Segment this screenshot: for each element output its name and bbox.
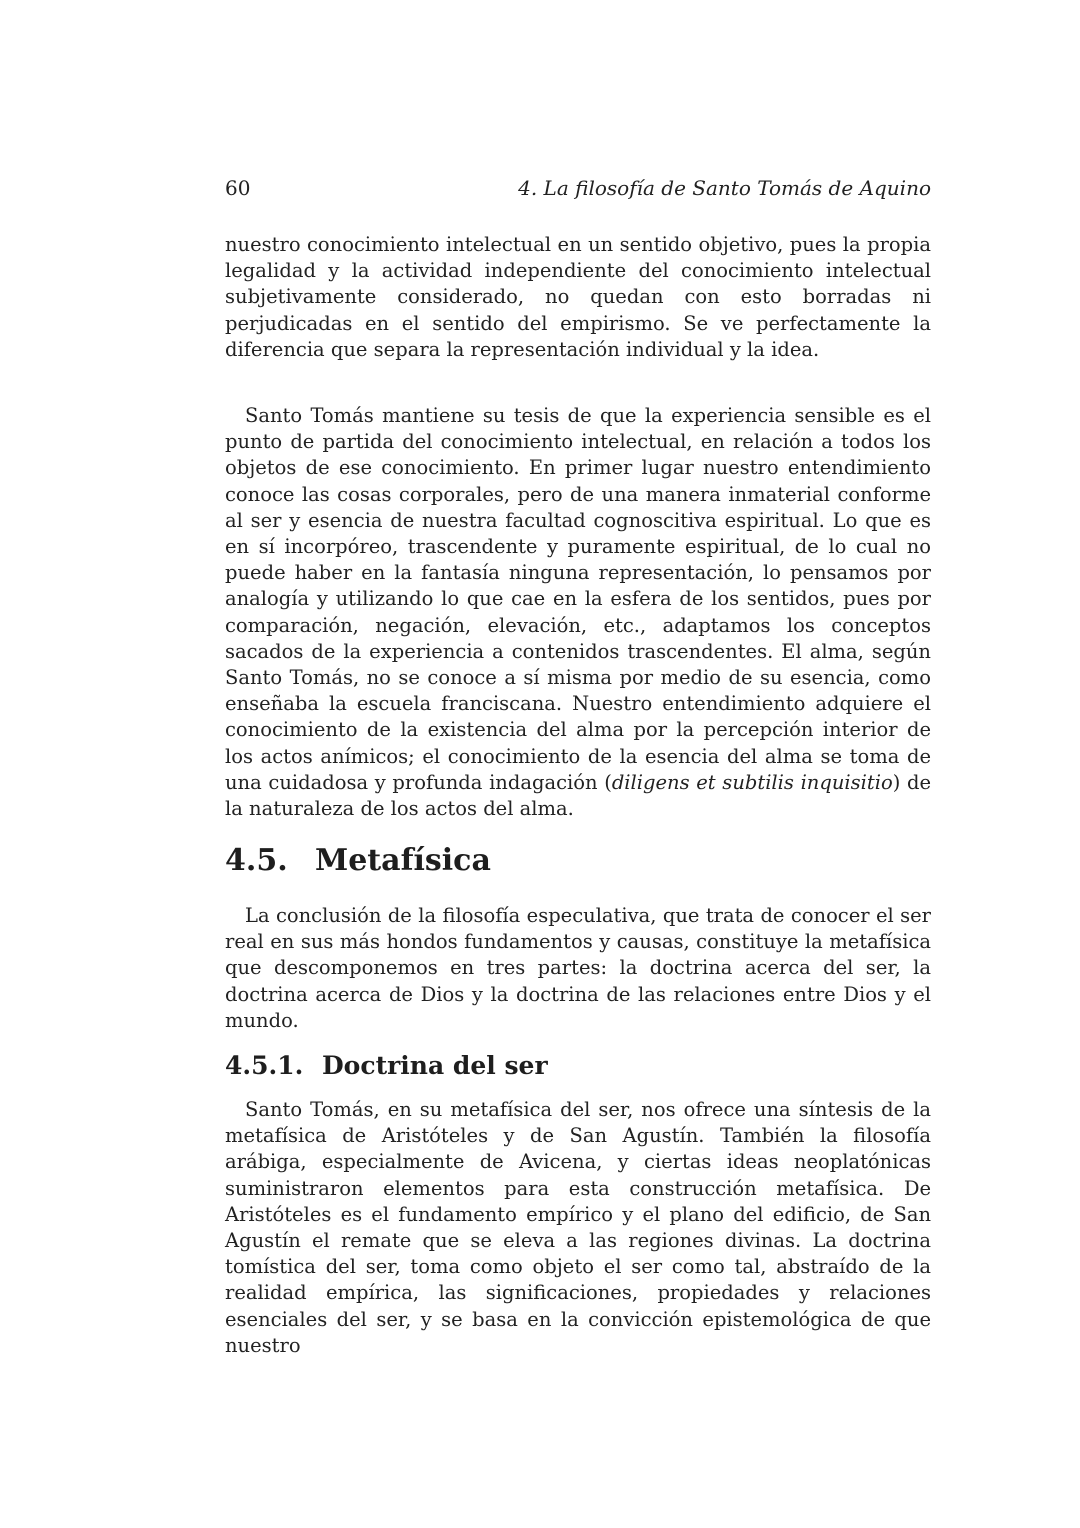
subsection-heading-doctrina-del-ser: [225, 1050, 931, 1082]
paragraph-metafisica-intro: La conclusión de la filosofía especulativa, que trata de conocer el ser real en sus más hondos fundamentos y causas, constituye la metafísica que descomponemos en tres partes: la doctrina acerca del ser, la doctrina acerca de Dios y la doctrina de las relaciones entre Dios y el mundo.: [225, 904, 931, 1032]
running-head: [225, 174, 931, 202]
subsection-title: Doctrina del ser: [322, 1051, 548, 1080]
paragraph-continuation: nuestro conocimiento intelectual en un sentido objetivo, pues la propia legalidad y la actividad independiente del conocimiento intelectual subjetivamente considerado, no quedan con esto borradas ni perjudicadas en el sentido del empirismo. Se ve perfectamente la diferencia que separa la representación individual y la idea.: [225, 233, 931, 361]
paragraph-block-2: [225, 403, 931, 822]
section-heading-metafisica: [225, 841, 931, 881]
section-number: 4.5.: [225, 843, 288, 878]
paragraph-text: ) de la naturaleza de los actos del alma.: [225, 770, 931, 821]
running-chapter-title: 4. La filosofía de Santo Tomás de Aquino: [518, 176, 931, 200]
paragraph-text: Santo Tomás mantiene su tesis de que la experiencia sensible es el punto de partida del conocimiento intelectual, en relación a todos los objetos de ese conocimiento. En primer lugar nuestro entendimiento conoce las cosas corporales, pero de una manera inmaterial conforme al ser y esencia de nuestra facultad cognoscitiva espiritual. Lo que es en sí incorpóreo, trascendente y puramente espiritual, de lo cual no puede haber en la fantasía ninguna representación, lo pensamos por analogía y utilizando lo que cae en la esfera de los sentidos, pues por comparación, negación, elevación, etc., adaptamos los conceptos sacados de la experiencia a contenidos trascendentes. El alma, según Santo Tomás, no se conoce a sí misma por medio de su esencia, como enseñaba la escuela franciscana. Nuestro entendimiento adquiere el conocimiento de la existencia del alma por la percepción interior de los actos anímicos; el conocimiento de la esencia del alma se toma de una cuidadosa y profunda indagación (: [225, 404, 931, 794]
paragraph-block-1: [225, 232, 931, 363]
section-title: Metafísica: [315, 843, 491, 878]
subsection-number: 4.5.1.: [225, 1051, 304, 1080]
paragraph-block-3: [225, 903, 931, 1034]
page-number: 60: [225, 176, 251, 200]
paragraph-experiencia-sensible: [225, 403, 931, 822]
paragraph-block-4: [225, 1097, 931, 1359]
paragraph-doctrina-ser: Santo Tomás, en su metafísica del ser, nos ofrece una síntesis de la metafísica de Aristóteles y de San Agustín. También la filosofía arábiga, especialmente de Avicena, y ciertas ideas neoplatónicas suministraron elementos para esta construcción metafísica. De Aristóteles es el fundamento empírico y el plano del edificio, de San Agustín el remate que se eleva a las regiones divinas. La doctrina tomística del ser, toma como objeto el ser como tal, abstraído de la realidad empírica, las significaciones, propiedades y relaciones esenciales del ser, y se basa en la convicción epistemológica de que nuestro: [225, 1098, 931, 1357]
latin-quote: diligens et subtilis inquisitio: [611, 770, 893, 794]
